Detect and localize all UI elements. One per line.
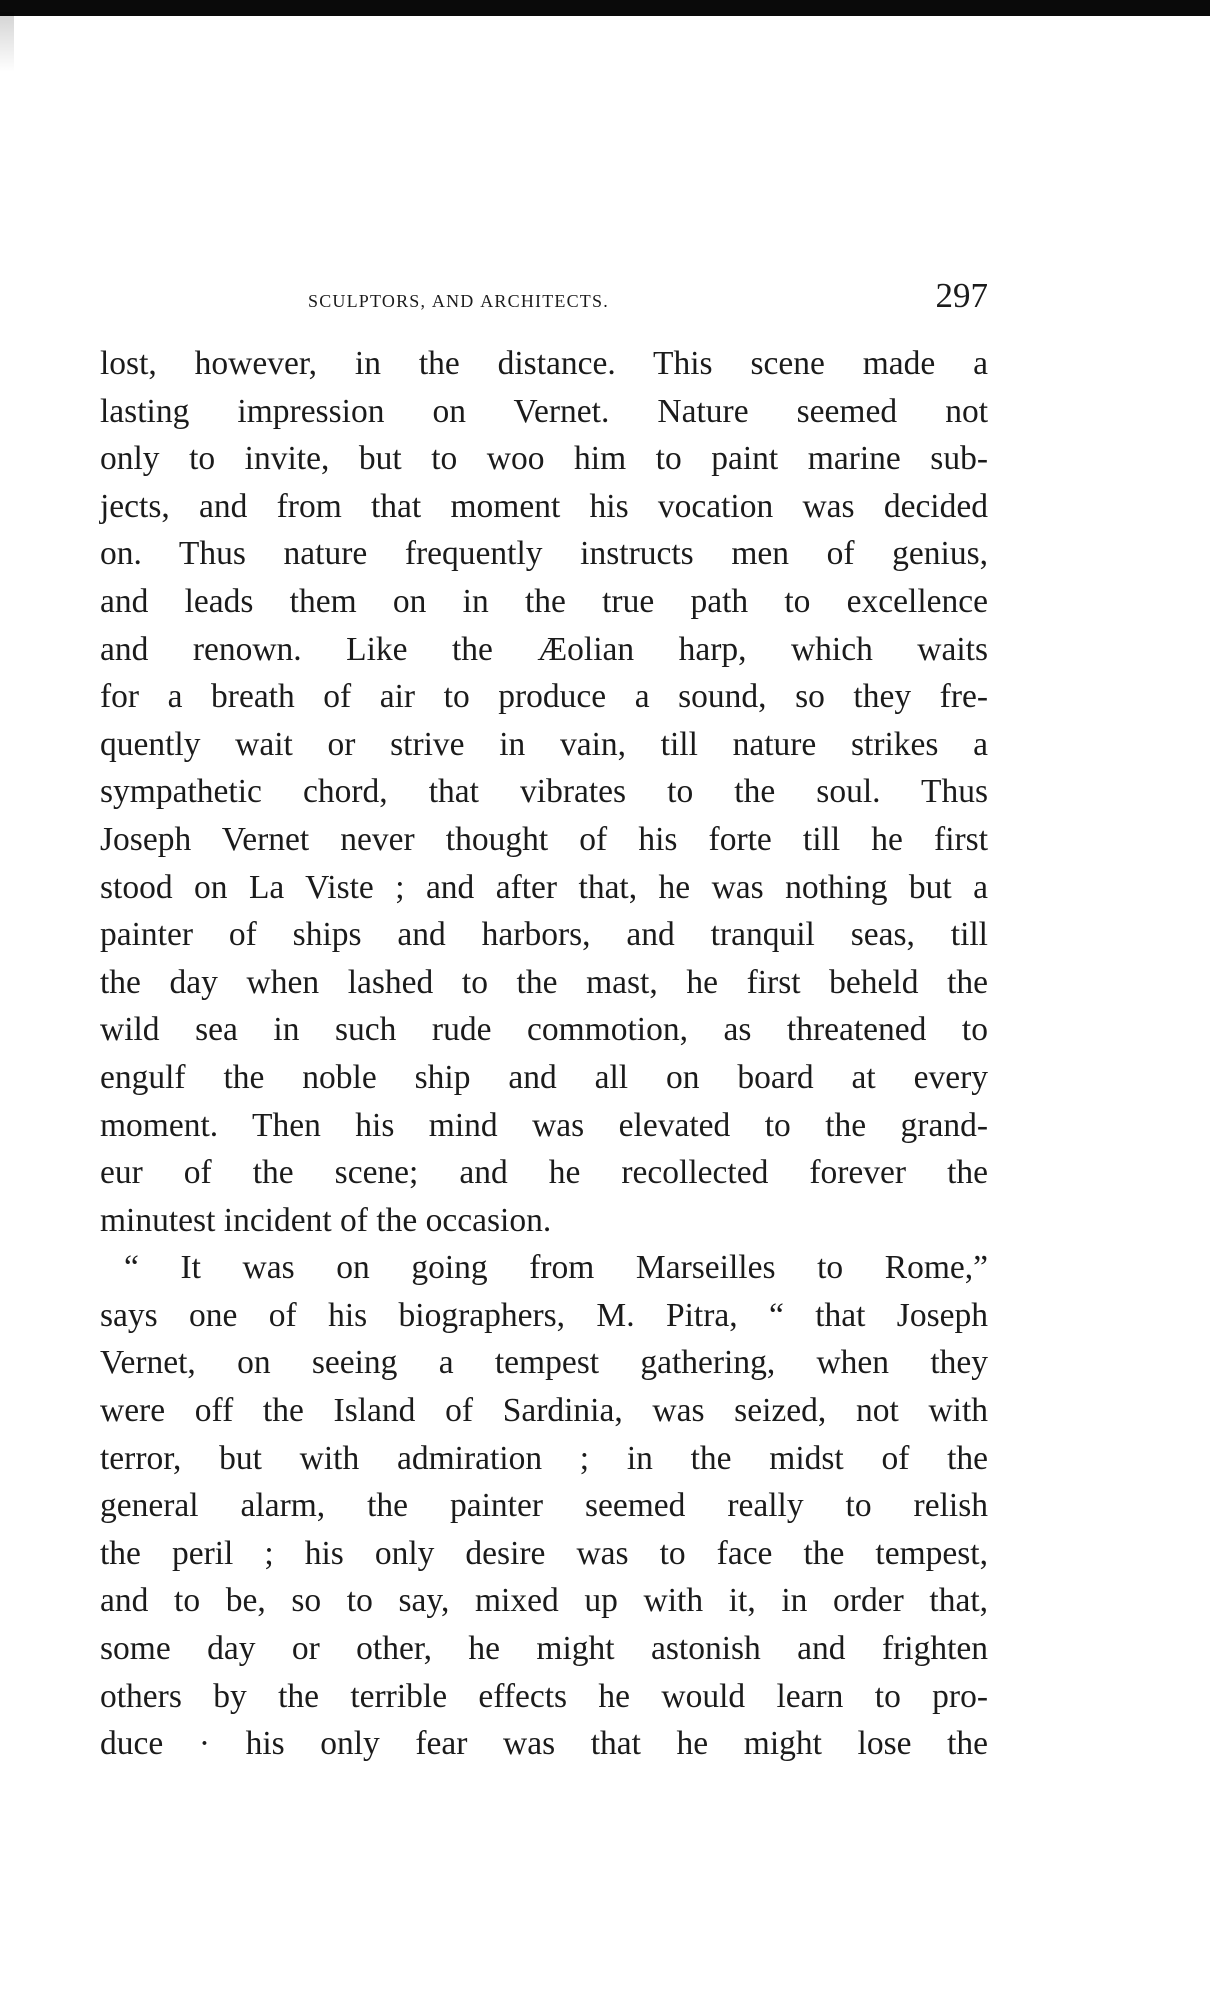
scan-edge-mark	[0, 12, 14, 72]
text-line: lasting impression on Vernet. Nature seemed not	[100, 392, 988, 430]
text-line: minutest incident of the occasion.	[100, 1201, 552, 1239]
page-number: 297	[935, 276, 988, 315]
scan-top-border	[0, 0, 1210, 16]
text-line: engulf the noble ship and all on board at every	[100, 1058, 988, 1096]
text-line: only to invite, but to woo him to paint marine sub-	[100, 440, 988, 478]
running-head-title: sculptors, and architects.	[308, 286, 609, 313]
text-line: Vernet, on seeing a tempest gathering, when they	[100, 1344, 988, 1382]
text-line: some day or other, he might astonish and frighten	[100, 1630, 988, 1668]
text-line: stood on La Viste ; and after that, he was nothing but a	[100, 868, 988, 906]
text-line: others by the terrible effects he would learn to pro-	[100, 1677, 988, 1715]
text-line: duce · his only fear was that he might lose the	[100, 1725, 988, 1763]
body-text	[100, 340, 988, 1768]
text-line: general alarm, the painter seemed really to relish	[100, 1487, 988, 1525]
text-line: for a breath of air to produce a sound, so they fre-	[100, 678, 988, 716]
text-line: “ It was on going from Marseilles to Rome,”	[124, 1249, 988, 1287]
text-line: and renown. Like the Æolian harp, which waits	[100, 630, 988, 668]
text-line: lost, however, in the distance. This scene made a	[100, 345, 988, 382]
text-line: Joseph Vernet never thought of his forte till he first	[100, 820, 988, 858]
text-line: on. Thus nature frequently instructs men of genius,	[100, 535, 988, 573]
text-line: the day when lashed to the mast, he first beheld the	[100, 963, 988, 1001]
text-line: terror, but with admiration ; in the midst of the	[100, 1439, 988, 1477]
text-line: and to be, so to say, mixed up with it, in order that,	[100, 1582, 988, 1620]
text-line: jects, and from that moment his vocation was decided	[100, 487, 988, 525]
running-head	[100, 276, 988, 326]
text-line: painter of ships and harbors, and tranquil seas, till	[100, 916, 988, 954]
text-line: wild sea in such rude commotion, as threatened to	[100, 1011, 988, 1049]
text-line: the peril ; his only desire was to face the tempest,	[100, 1534, 988, 1572]
text-line: moment. Then his mind was elevated to the grand-	[100, 1106, 988, 1144]
text-line: eur of the scene; and he recollected forever the	[100, 1154, 988, 1192]
text-line: were off the Island of Sardinia, was seized, not with	[100, 1392, 988, 1430]
text-line: and leads them on in the true path to excellence	[100, 582, 988, 620]
text-line: says one of his biographers, M. Pitra, “ that Joseph	[100, 1296, 988, 1334]
text-line: quently wait or strive in vain, till nature strikes a	[100, 725, 988, 763]
text-line: sympathetic chord, that vibrates to the soul. Thus	[100, 773, 988, 811]
